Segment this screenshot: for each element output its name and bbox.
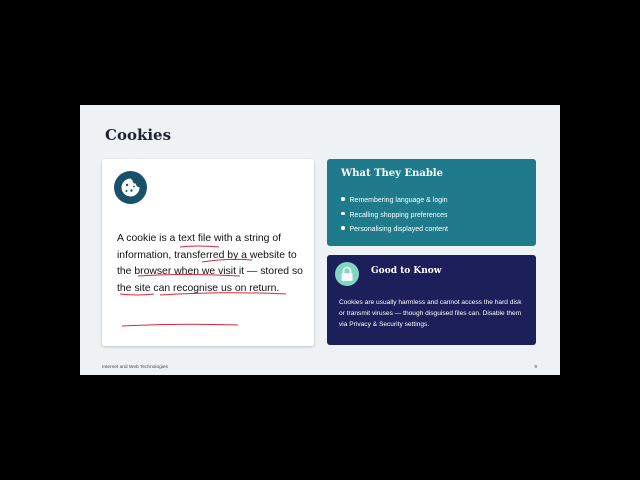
page-number: 9 bbox=[534, 365, 537, 370]
lock-icon bbox=[335, 262, 359, 286]
what-they-enable-card bbox=[327, 159, 536, 246]
list-item: Personalising displayed content bbox=[341, 223, 448, 238]
bullet-icon bbox=[341, 212, 345, 216]
list-item: Recalling shopping preferences bbox=[341, 209, 448, 224]
good-to-know-card bbox=[327, 255, 536, 345]
know-card-text: Cookies are usually harmless and cannot access the hard disk or transmit viruses — though disguised files can. Disable them via Privacy & Security settings. bbox=[339, 299, 522, 328]
know-card-heading: Good to Know bbox=[371, 266, 442, 276]
cookie-definition-card bbox=[102, 159, 314, 346]
list-item: Remembering language & login bbox=[341, 194, 448, 209]
footer-course-title: Internet and Web Technologies bbox=[102, 365, 168, 370]
enable-list bbox=[341, 194, 448, 238]
slide-title: Cookies bbox=[105, 126, 172, 144]
presentation-slide bbox=[80, 105, 560, 375]
bullet-icon bbox=[341, 197, 345, 201]
bullet-icon bbox=[341, 226, 345, 230]
enable-card-heading: What They Enable bbox=[341, 168, 443, 179]
cookie-icon bbox=[114, 171, 147, 204]
cookie-definition-text: A cookie is a text file with a string of information, transferred by a website to the browser when we visit it — stored so the site can recognise us on return. bbox=[117, 233, 303, 294]
